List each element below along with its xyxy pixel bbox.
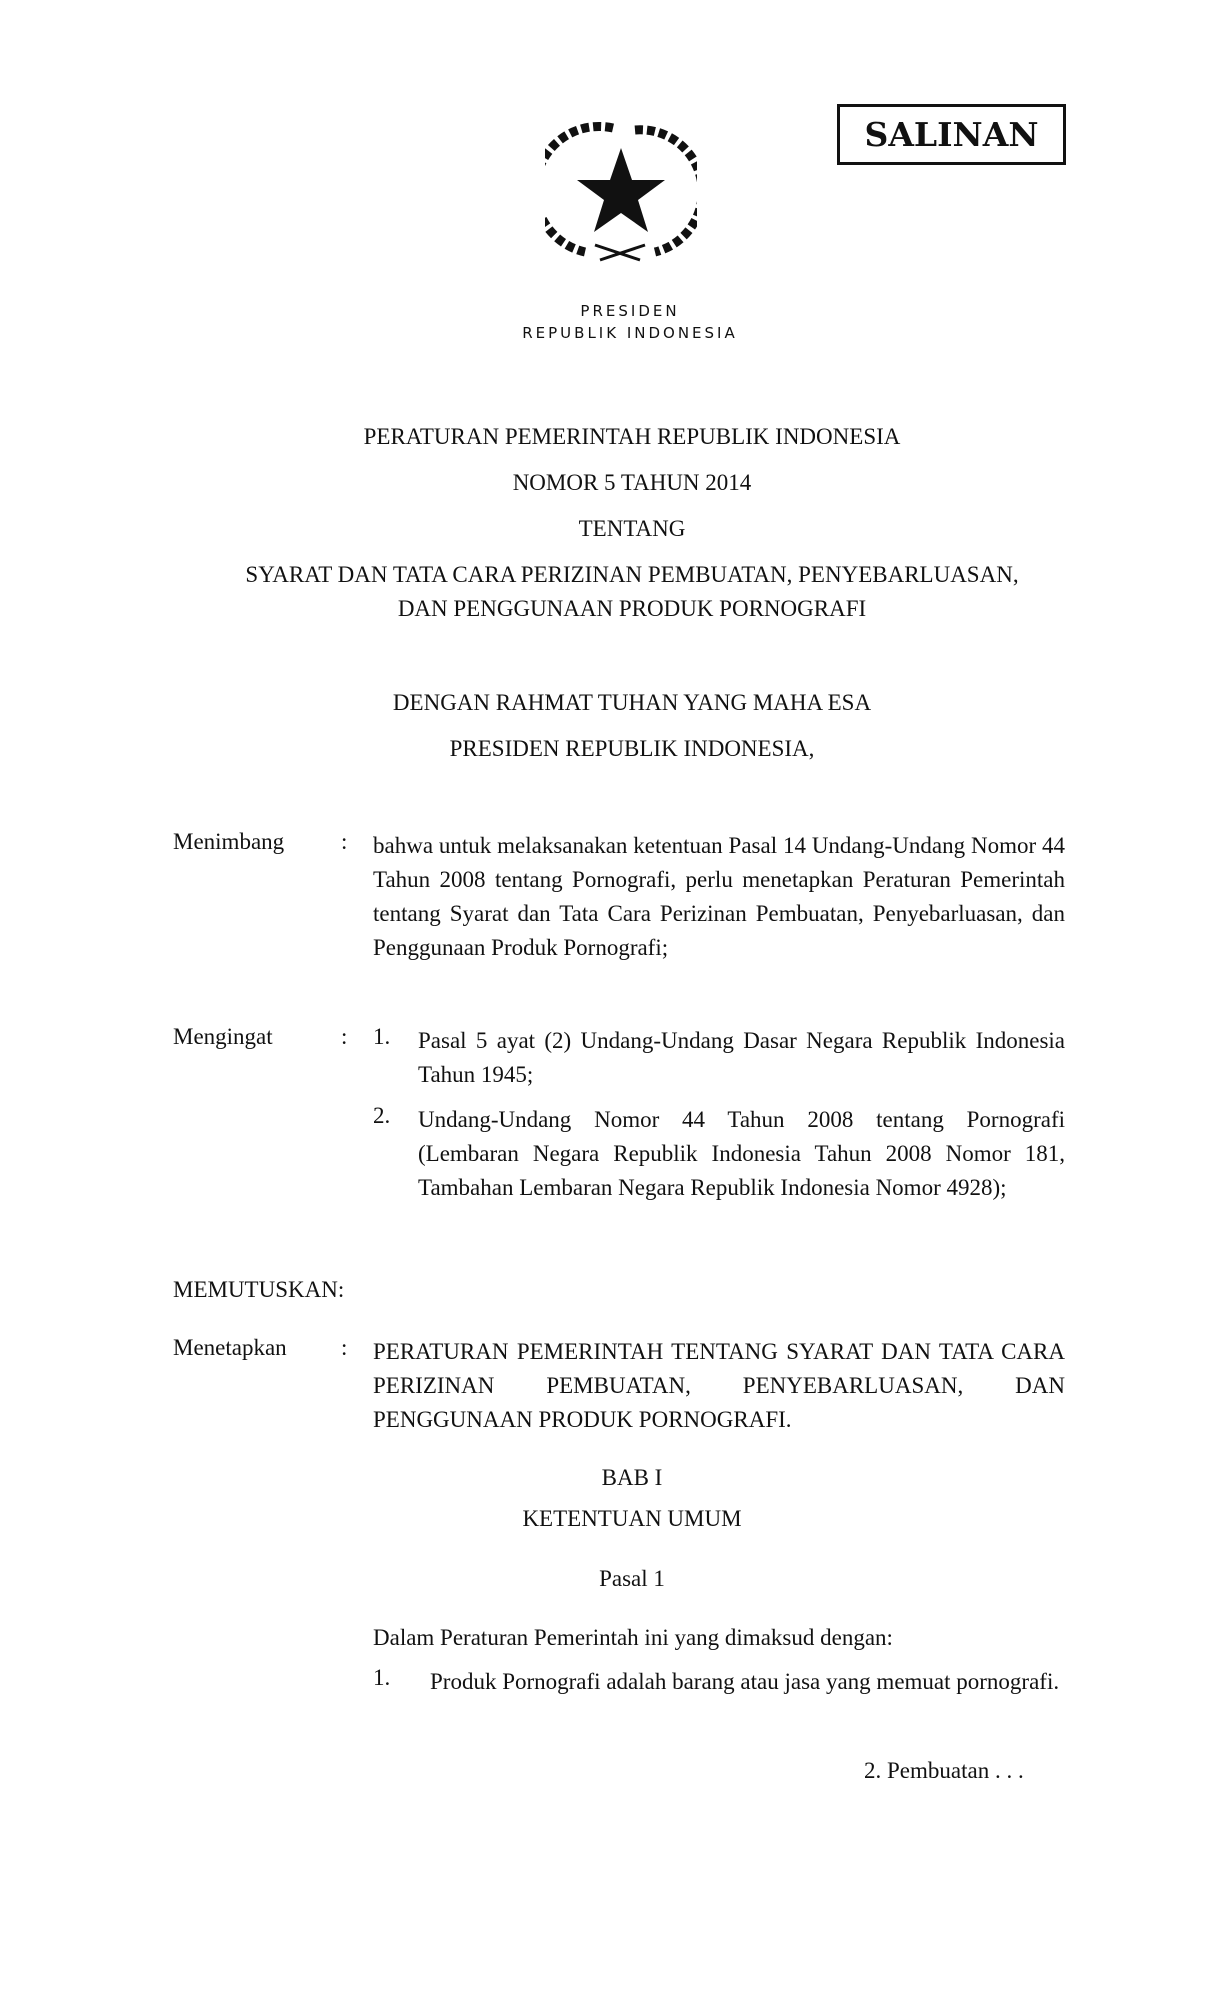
menetapkan-label: Menetapkan	[173, 1335, 287, 1360]
pasal-item-1-text: Produk Pornografi adalah barang atau jasa yang memuat pornografi.	[430, 1669, 1060, 1694]
preamble-line-1: DENGAN RAHMAT TUHAN YANG MAHA ESA	[392, 690, 872, 715]
title-line-2: NOMOR 5 TAHUN 2014	[512, 470, 752, 495]
title-line-4: SYARAT DAN TATA CARA PERIZINAN PEMBUATAN, PENYEBARLUASAN,	[245, 562, 1019, 587]
memutuskan-heading: MEMUTUSKAN:	[173, 1277, 345, 1302]
header-line-1: PRESIDEN	[580, 302, 680, 320]
pasal-intro: Dalam Peraturan Pemerintah ini yang dimaksud dengan:	[373, 1625, 893, 1650]
menetapkan-colon: :	[341, 1335, 348, 1360]
mengingat-label: Mengingat	[173, 1024, 273, 1049]
bab-number: BAB I	[601, 1465, 663, 1490]
header-line-2: REPUBLIK INDONESIA	[522, 324, 738, 342]
pasal-title: Pasal 1	[599, 1566, 665, 1591]
menimbang-text: bahwa untuk melaksanakan ketentuan Pasal 14 Undang-Undang Nomor 44 Tahun 2008 tentang Pornografi, perlu menetapkan Peraturan Pemerintah tentang Syarat dan Tata Cara Perizinan Pembuatan, Penyebarluasan, dan Penggunaan Produk Pornografi;	[373, 833, 1065, 960]
garuda-emblem-icon	[545, 120, 697, 270]
mengingat-item-2-number: 2.	[373, 1103, 391, 1128]
pasal-item-1-number: 1.	[373, 1665, 391, 1690]
preamble-line-2: PRESIDEN REPUBLIK INDONESIA,	[449, 736, 815, 761]
menimbang-label: Menimbang	[173, 829, 285, 854]
mengingat-item-1-text: Pasal 5 ayat (2) Undang-Undang Dasar Negara Republik Indonesia Tahun 1945;	[418, 1028, 1065, 1087]
bab-title: KETENTUAN UMUM	[522, 1506, 742, 1531]
title-line-5: DAN PENGGUNAAN PRODUK PORNOGRAFI	[397, 596, 867, 621]
salinan-stamp: SALINAN	[837, 104, 1066, 165]
continuation-marker: 2. Pembuatan . . .	[864, 1758, 1024, 1783]
menetapkan-text: PERATURAN PEMERINTAH TENTANG SYARAT DAN TATA CARA PERIZINAN PEMBUATAN, PENYEBARLUASAN, DAN PENGGUNAAN PRODUK PORNOGRAFI.	[373, 1339, 1065, 1432]
mengingat-item-1-number: 1.	[373, 1024, 391, 1049]
menimbang-colon: :	[341, 829, 348, 854]
mengingat-item-2-text: Undang-Undang Nomor 44 Tahun 2008 tentang Pornografi (Lembaran Negara Republik Indonesia Tahun 2008 Nomor 181, Tambahan Lembaran Negara Republik Indonesia Nomor 4928);	[418, 1107, 1065, 1200]
mengingat-colon: :	[341, 1024, 348, 1049]
title-line-1: PERATURAN PEMERINTAH REPUBLIK INDONESIA	[363, 424, 901, 449]
title-line-3: TENTANG	[578, 516, 686, 541]
